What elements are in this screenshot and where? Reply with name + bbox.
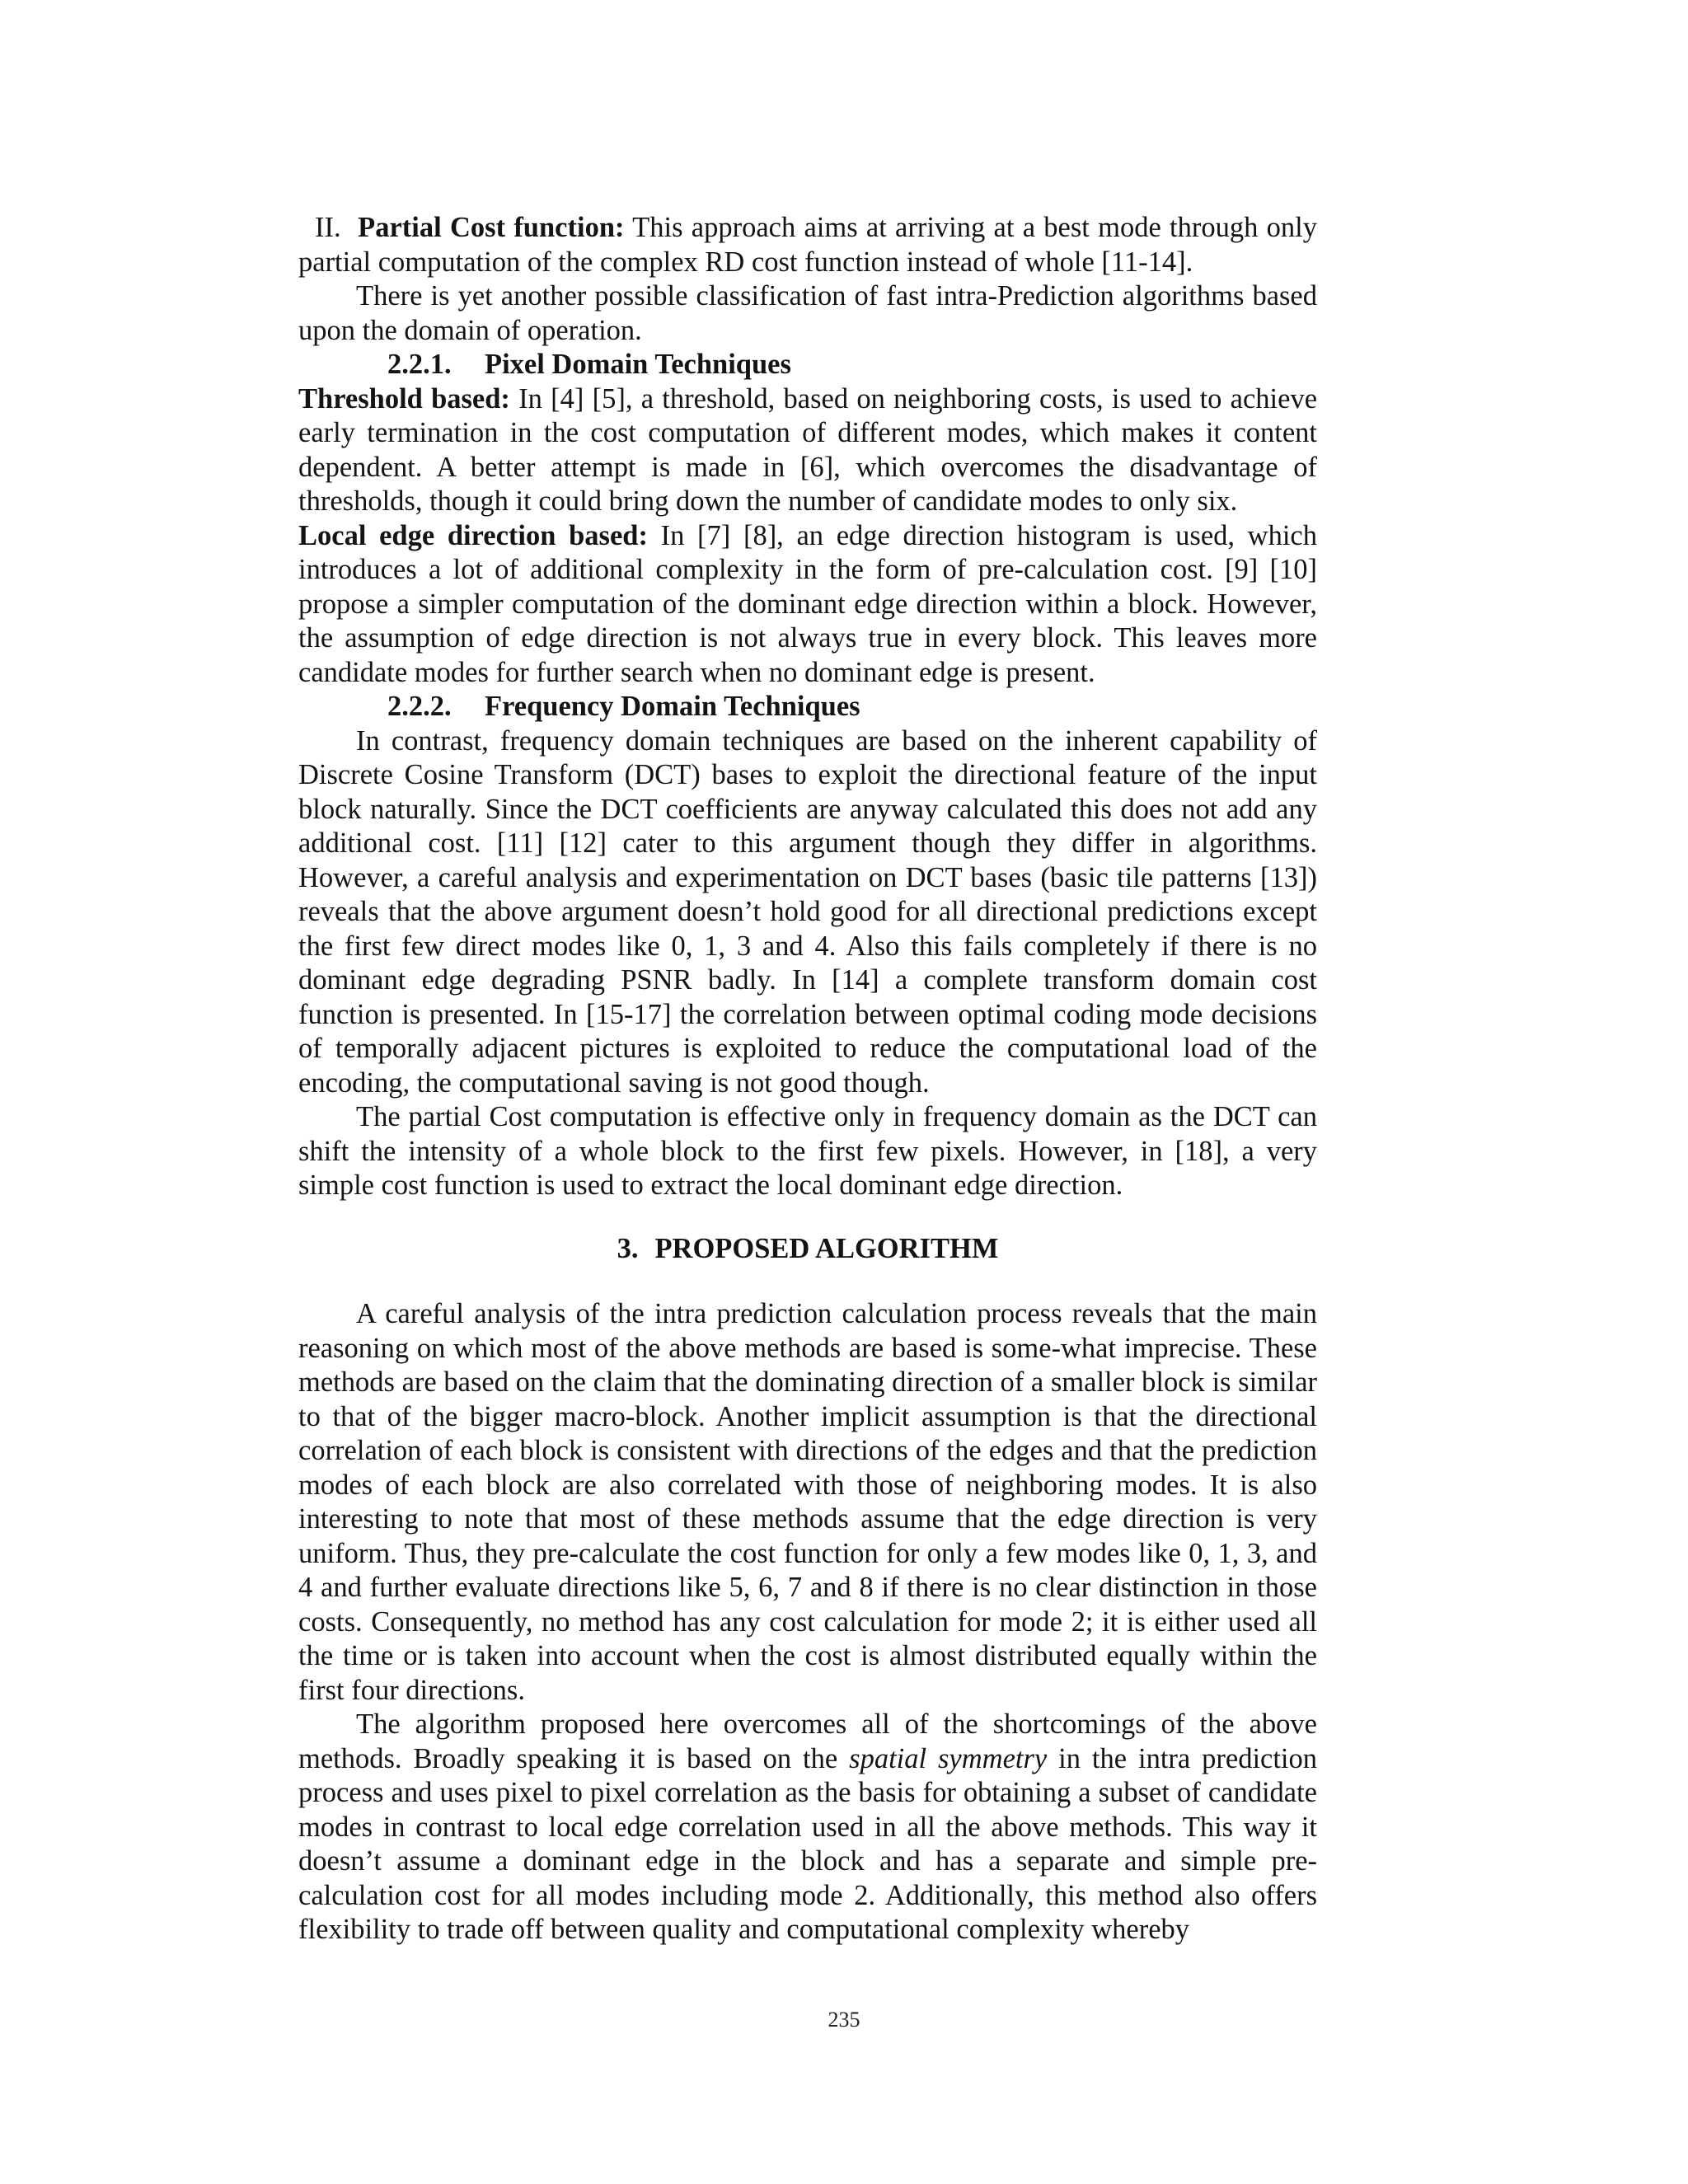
paragraph-text: The algorithm proposed here overcomes all of the shortcomings of the above methods. Broadly speaking it is based on the xyxy=(298,1708,1317,1774)
term-label: Local edge direction based: xyxy=(298,519,648,551)
paragraph-text: in the intra prediction process and uses pixel to pixel correlation as the basis for obtaining a subset of candidate modes in contrast to local edge correlation used in all the above methods. This way it doesn’t assume a dominant edge in the block and has a separate and simple pre-calculation cost for all modes including mode 2. Additionally, this method also offers flexibility to trade off between quality and computational complexity whereby xyxy=(298,1742,1318,1945)
section-title: PROPOSED ALGORITHM xyxy=(654,1232,999,1264)
subsection-heading-pixel-domain xyxy=(298,348,1317,382)
section-title: Frequency Domain Techniques xyxy=(485,691,860,722)
paragraph-analysis: A careful analysis of the intra prediction calculation process reveals that the main reasoning on which most of the above methods are based is some-what imprecise. These methods are based on the claim that the dominating direction of a smaller block is similar to that of the bigger macro-block. Another implicit assumption is that the directional correlation of each block is consistent with directions of the edges and that the prediction modes of each block are also correlated with those of neighboring modes. It is also interesting to note that most of these methods assume that the edge direction is very uniform. Thus, they pre-calculate the cost function for only a few modes like 0, 1, 3, and 4 and further evaluate directions like 5, 6, 7 and 8 if there is no clear distinction in those costs. Consequently, no method has any cost calculation for mode 2; it is either used all the time or is taken into account when the cost is almost distributed equally within the first four directions. xyxy=(298,1298,1317,1706)
paragraph-local-edge-direction xyxy=(298,519,1317,691)
page-number: 235 xyxy=(828,2008,860,2032)
paragraph-threshold-based xyxy=(298,382,1317,519)
emphasis-text: spatial symmetry xyxy=(849,1742,1048,1774)
section-title: Pixel Domain Techniques xyxy=(485,349,791,380)
paragraph-text: In [4] [5], a threshold, based on neighboring costs, is used to achieve early termination in the cost computation of different modes, which makes it content dependent. A better attempt is made in [6], which overcomes the disadvantage of thresholds, though it could bring down the number of candidate modes to only six. xyxy=(298,382,1318,517)
section-number: 2.2.1. xyxy=(387,349,452,380)
term-label: Partial Cost function: xyxy=(358,212,625,243)
section-number: 3. xyxy=(617,1232,639,1264)
term-label: Threshold based: xyxy=(298,382,510,415)
paragraph-partial-cost: The partial Cost computation is effective only in frequency domain as the DCT can shift the intensity of a whole block to the first few pixels. However, in [18], a very simple cost function is used to extract the local dominant edge direction. xyxy=(298,1101,1317,1201)
paragraph-text: In [7] [8], an edge direction histogram is used, which introduces a lot of additional complexity in the form of pre-calculation cost. [9] [10] propose a simpler computation of the dominant edge direction within a block. However, the assumption of edge direction is not always true in every block. This leaves more candidate modes for further search when no dominant edge is present. xyxy=(298,519,1317,688)
section-number: 2.2.2. xyxy=(387,691,452,722)
subsection-heading-frequency-domain xyxy=(298,690,1317,724)
list-item-partial-cost xyxy=(298,211,1317,279)
paragraph-frequency-domain: In contrast, frequency domain techniques are based on the inherent capability of Discrete Cosine Transform (DCT) bases to exploit the directional feature of the input block naturally. Since the DCT coefficients are anyway calculated this does not add any additional cost. [11] [12] cater to this argument though they differ in algorithms. However, a careful analysis and experimentation on DCT bases (basic tile patterns [13]) reveals that the above argument doesn’t hold good for all directional predictions except the first few direct modes like 0, 1, 3 and 4. Also this fails completely if there is no dominant edge degrading PSNR badly. In [14] a complete transform domain cost function is presented. In [15-17] the correlation between optimal coding mode decisions of temporally adjacent pictures is exploited to reduce the computational load of the encoding, the computational saving is not good though. xyxy=(298,724,1317,1099)
paragraph-classification: There is yet another possible classification of fast intra-Prediction algorithms based upon the domain of operation. xyxy=(298,280,1317,346)
list-marker: II. xyxy=(315,212,341,243)
paragraph-algorithm xyxy=(298,1708,1317,1947)
section-heading-proposed-algorithm xyxy=(298,1232,1317,1267)
body-text xyxy=(298,211,1317,1947)
paragraph-text: This approach aims at arriving at a best mode through only partial computation of the complex RD cost function instead of whole [11-14]. xyxy=(298,212,1317,278)
